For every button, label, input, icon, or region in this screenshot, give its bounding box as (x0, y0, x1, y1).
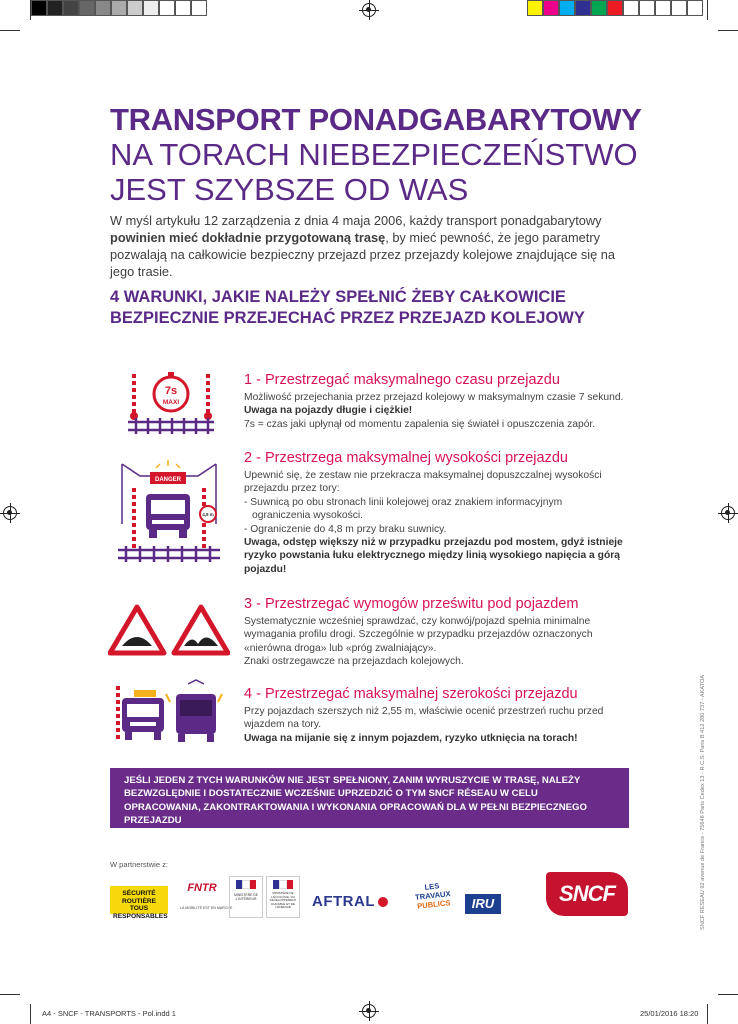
partners-label: W partnerstwie z: (110, 860, 168, 869)
section-1 (244, 372, 634, 431)
crop-mark (0, 994, 20, 995)
clock-time-text: 7s (164, 385, 178, 397)
warning-banner: JEŚLI JEDEN Z TYCH WARUNKÓW NIE JEST SPEŁNIONY, ZANIM WYRUSZYCIE W TRASĘ, NALEŻY BEZWZGLĘDNIE I DOSTATECZNIE WCZEŚNIE UPRZEDZIĆ O TYM SNCF RÉSEAU W CELU OPRACOWANIA, ZAKONTRAKTOWANIA I WYKONANIA OPRACOWAŃ DLA W PEŁNI BEZPIECZNEGO PRZEJAZDU (110, 768, 629, 828)
section-2-bullet-2: - Ograniczenie do 4,8 m przy braku suwnicy. (244, 523, 447, 535)
subtitle: 4 WARUNKI, JAKIE NALEŻY SPEŁNIĆ ŻEBY CAŁKOWICIE BEZPIECZNIE PRZEJECHAĆ PRZEZ PRZEJAZD KOLEJOWY (110, 288, 585, 327)
registration-mark-right (721, 506, 735, 520)
title-line-2: NA TORACH NIEBEZPIECZEŃSTWO (110, 137, 638, 172)
crop-mark (718, 30, 738, 31)
section-2-text: Upewnić się, że zestaw nie przekracza maksymalnej dopuszczalnej wysokości przejazdu przez tory: (244, 470, 602, 495)
section-4-text: Przy pojazdach szerszych niż 2,55 m, właściwie ocenić przestrzeń ruchu przed wjazdem na tory. (244, 706, 604, 731)
section-3-text: Systematycznie wcześniej sprawdzać, czy konwój/pojazd spełnia minimalne wymagania profilu drogi. Szczególnie w przypadku przejazdów oznaczonych «nierówna droga» lub «próg zwalniający». (244, 616, 593, 654)
registration-mark-left (3, 506, 17, 520)
crop-mark (718, 994, 738, 995)
intro-paragraph: W myśl artykułu 12 zarządzenia z dnia 4 maja 2006, każdy transport ponadgabarytowy powinien mieć dokładnie przygotowaną trasę, by mieć pewność, że jego parametry pozwalają na całkowicie bezpieczny przejazd przez przejazdy kolejowe znajdujące się na jego trasie. (110, 213, 616, 280)
section-3-heading: 3 - Przestrzegać wymogów prześwitu pod pojazdem (244, 596, 579, 612)
height-sign-text: 4,8 m (202, 512, 214, 517)
section-2-bullet-1b: ograniczenia wysokości. (252, 510, 364, 522)
vehicle-width-icon (112, 678, 226, 746)
crop-mark (30, 1004, 31, 1024)
crop-mark (30, 0, 31, 20)
crop-mark (0, 30, 20, 31)
iru-logo: IRU (465, 894, 501, 914)
ministry-interior-logo: MINISTÈRE DE L'INTÉRIEUR (229, 876, 263, 918)
les-travaux-publics-logo: LES TRAVAUX PUBLICS (414, 881, 451, 911)
aftral-logo: AFTRAL (312, 893, 388, 910)
title-line-1: TRANSPORT PONADGABARYTOWY (110, 102, 642, 137)
section-2 (244, 450, 634, 576)
section-1-heading: 1 - Przestrzegać maksymalnego czasu przejazdu (244, 372, 560, 388)
section-3 (244, 596, 634, 669)
ministry-ecology-logo: MINISTÈRE DE L'ÉCOLOGIE, DU DÉVELOPPEMENT DURABLE ET DE L'ÉNERGIE (266, 876, 300, 918)
section-4-heading: 4 - Przestrzegać maksymalnej szerokości przejazdu (244, 686, 578, 702)
registration-mark-bottom (362, 1004, 376, 1018)
section-2-warning: Uwaga, odstęp większy niż w przypadku przejazdu pod mostem, gdyż istnieje ryzyko powstania łuku elektrycznego między linią wysokiego napięcia a górą pojazdu! (244, 536, 623, 575)
section-4-warning: Uwaga na mijanie się z innym pojazdem, ryzyko utknięcia na torach! (244, 732, 578, 744)
aftral-dot-icon (378, 897, 388, 907)
securite-routiere-logo: SÉCURITÉ ROUTIÈRE TOUS RESPONSABLES (110, 886, 168, 914)
title-line-3: JEST SZYBSZE OD WAS (110, 172, 469, 207)
danger-plate-text: DANGER (154, 477, 182, 483)
road-warning-signs-icon (108, 604, 230, 656)
section-2-bullet-1: - Suwnicą po obu stronach linii kolejowej oraz znakiem informacyjnym (244, 496, 563, 508)
height-gantry-truck-icon (116, 458, 222, 568)
grayscale-swatches (31, 0, 207, 16)
registration-mark-top (362, 3, 376, 17)
crossing-time-icon (126, 366, 216, 436)
footer-filename: A4 - SNCF - TRANSPORTS - Pol.indd 1 (42, 1009, 176, 1018)
footer-date: 25/01/2016 18:20 (640, 1009, 699, 1018)
sncf-logo: SNCF (546, 872, 628, 916)
clock-label-text: MAXI (162, 399, 180, 406)
section-2-heading: 2 - Przestrzega maksymalnej wysokości przejazdu (244, 450, 568, 466)
fntr-logo: FNTR LA MOBILITÉ EST EN MARCHE (180, 882, 233, 910)
crop-mark (707, 0, 708, 20)
section-3-note: Znaki ostrzegawcze na przejazdach kolejowych. (244, 656, 464, 668)
section-1-text: Możliwość przejechania przez przejazd kolejowy w maksymalnym czasie 7 sekund. Uwaga na pojazdy długie i ciężkie! (244, 392, 624, 417)
section-1-note: 7s = czas jaki upłynął od momentu zapalenia się świateł i opuszczenia zapór. (244, 418, 596, 430)
side-imprint-text: SNCF RÉSEAU 92 avenue de France - 75648 Paris Cedex 13 - R.C.S. Paris B 412 280 737 - AKATOA (700, 674, 706, 930)
crop-mark (707, 1004, 708, 1024)
color-swatches (527, 0, 703, 16)
section-4 (244, 686, 634, 745)
